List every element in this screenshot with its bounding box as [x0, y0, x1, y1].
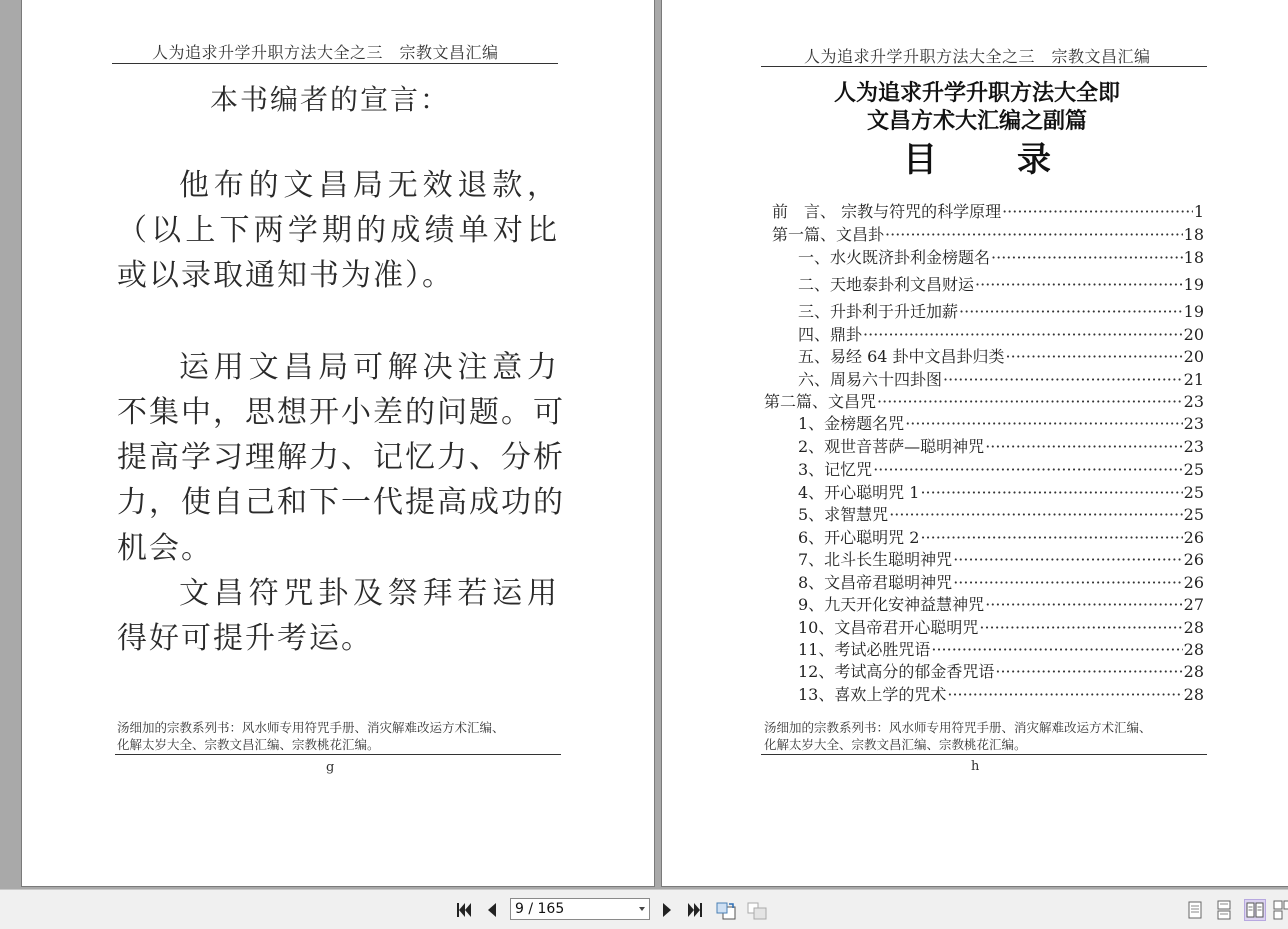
page-number: h: [971, 759, 980, 774]
toc-entry[interactable]: 3、记忆咒 ····· 25: [798, 457, 1204, 479]
toc-title: 文昌方术大汇编之副篇: [866, 108, 1087, 134]
go-forward-icon[interactable]: [746, 900, 766, 920]
toc-entry[interactable]: 2、观世音菩萨—聪明神咒 ····· 23: [798, 434, 1204, 456]
page-right: [662, 0, 1288, 886]
body-line: 他布的文昌局无效退款，: [179, 168, 559, 203]
body-line: 或以录取通知书为准）。: [117, 258, 454, 293]
running-head: 人为追求升学升职方法大全之三 宗教文昌汇编: [804, 47, 1151, 66]
go-back-icon[interactable]: [715, 900, 735, 920]
toc-entry[interactable]: 1、金榜题名咒 ····· 23: [798, 411, 1204, 433]
first-page-icon[interactable]: [454, 900, 474, 920]
footnote: 化解太岁大全、宗教文昌汇编、宗教桃花汇编。: [764, 737, 1027, 752]
toc-entry[interactable]: 8、文昌帝君聪明神咒 ····· 26: [798, 570, 1204, 592]
toc-entry[interactable]: 5、求智慧咒 ····· 25: [798, 502, 1204, 524]
page-number-input[interactable]: 9 / 165: [510, 898, 650, 920]
header-rule: [112, 63, 558, 64]
body-line: 得好可提升考运。: [117, 621, 373, 656]
toc-entry[interactable]: 三、升卦利于升迁加薪 ····· 19: [798, 299, 1204, 321]
facing-continuous-view-icon[interactable]: [1272, 899, 1288, 921]
facing-view-icon[interactable]: [1244, 899, 1266, 921]
navigation-toolbar: [0, 889, 1288, 929]
footnote: 汤细加的宗教系列书：风水师专用符咒手册、消灾解难改运方术汇编、: [117, 720, 505, 735]
toc-entry[interactable]: 11、考试必胜咒语 ····· 28: [798, 637, 1204, 659]
toc-entry[interactable]: 前 言、 宗教与符咒的科学原理 ····· 1: [772, 199, 1204, 221]
page-number: g: [326, 760, 335, 775]
page-left: [22, 0, 654, 886]
body-line: 机会。: [117, 531, 213, 566]
running-head: 人为追求升学升职方法大全之三 宗教文昌汇编: [152, 43, 499, 62]
chevron-down-icon[interactable]: [639, 907, 645, 911]
body-line: （以上下两学期的成绩单对比: [117, 213, 559, 248]
toc-entry[interactable]: 二、天地泰卦利文昌财运 ····· 19: [798, 272, 1204, 294]
last-page-icon[interactable]: [685, 900, 705, 920]
toc-entry[interactable]: 7、北斗长生聪明神咒 ····· 26: [798, 547, 1204, 569]
footnote: 化解太岁大全、宗教文昌汇编、宗教桃花汇编。: [117, 737, 380, 752]
single-page-view-icon[interactable]: [1184, 899, 1206, 921]
body-line: 不集中，思想开小差的问题。可: [117, 395, 565, 430]
toc-entry[interactable]: 六、周易六十四卦图 ····· 21: [798, 367, 1204, 389]
footer-rule: [761, 754, 1207, 755]
toc-entry[interactable]: 9、九天开化安神益慧神咒 ····· 27: [798, 592, 1204, 614]
page-title: 本书编者的宣言：: [210, 83, 451, 116]
body-line: 运用文昌局可解决注意力: [179, 350, 559, 385]
toc-entry[interactable]: 第一篇、文昌卦 ····· 18: [772, 222, 1204, 244]
toc-entry[interactable]: 10、文昌帝君开心聪明咒 ····· 28: [798, 615, 1204, 637]
previous-page-icon[interactable]: [482, 900, 502, 920]
header-rule: [761, 66, 1207, 67]
toc-entry[interactable]: 12、考试高分的郁金香咒语 ····· 28: [798, 659, 1204, 681]
toc-entry[interactable]: 第二篇、文昌咒 ····· 23: [764, 389, 1204, 411]
toc-heading: 目录: [903, 140, 1131, 180]
toc-entry[interactable]: 13、喜欢上学的咒术 ····· 28: [798, 682, 1204, 704]
body-line: 提高学习理解力、记忆力、分析: [117, 440, 565, 475]
footer-rule: [115, 754, 561, 755]
footnote: 汤细加的宗教系列书：风水师专用符咒手册、消灾解难改运方术汇编、: [764, 720, 1152, 735]
toc-entry[interactable]: 6、开心聪明咒 2 ····· 26: [798, 525, 1204, 547]
next-page-icon[interactable]: [657, 900, 677, 920]
body-line: 文昌符咒卦及祭拜若运用: [179, 576, 559, 611]
body-line: 力，使自己和下一代提高成功的: [117, 485, 565, 520]
toc-entry[interactable]: 4、开心聪明咒 1 ····· 25: [798, 480, 1204, 502]
toc-title: 人为追求升学升职方法大全即: [833, 80, 1120, 106]
toc-entry[interactable]: 四、鼎卦 ····· 20: [798, 322, 1204, 344]
toc-entry[interactable]: 五、易经 64 卦中文昌卦归类 ····· 20: [798, 344, 1204, 366]
continuous-view-icon[interactable]: [1213, 899, 1235, 921]
toc-entry[interactable]: 一、水火既济卦利金榜题名 ····· 18: [798, 245, 1204, 267]
